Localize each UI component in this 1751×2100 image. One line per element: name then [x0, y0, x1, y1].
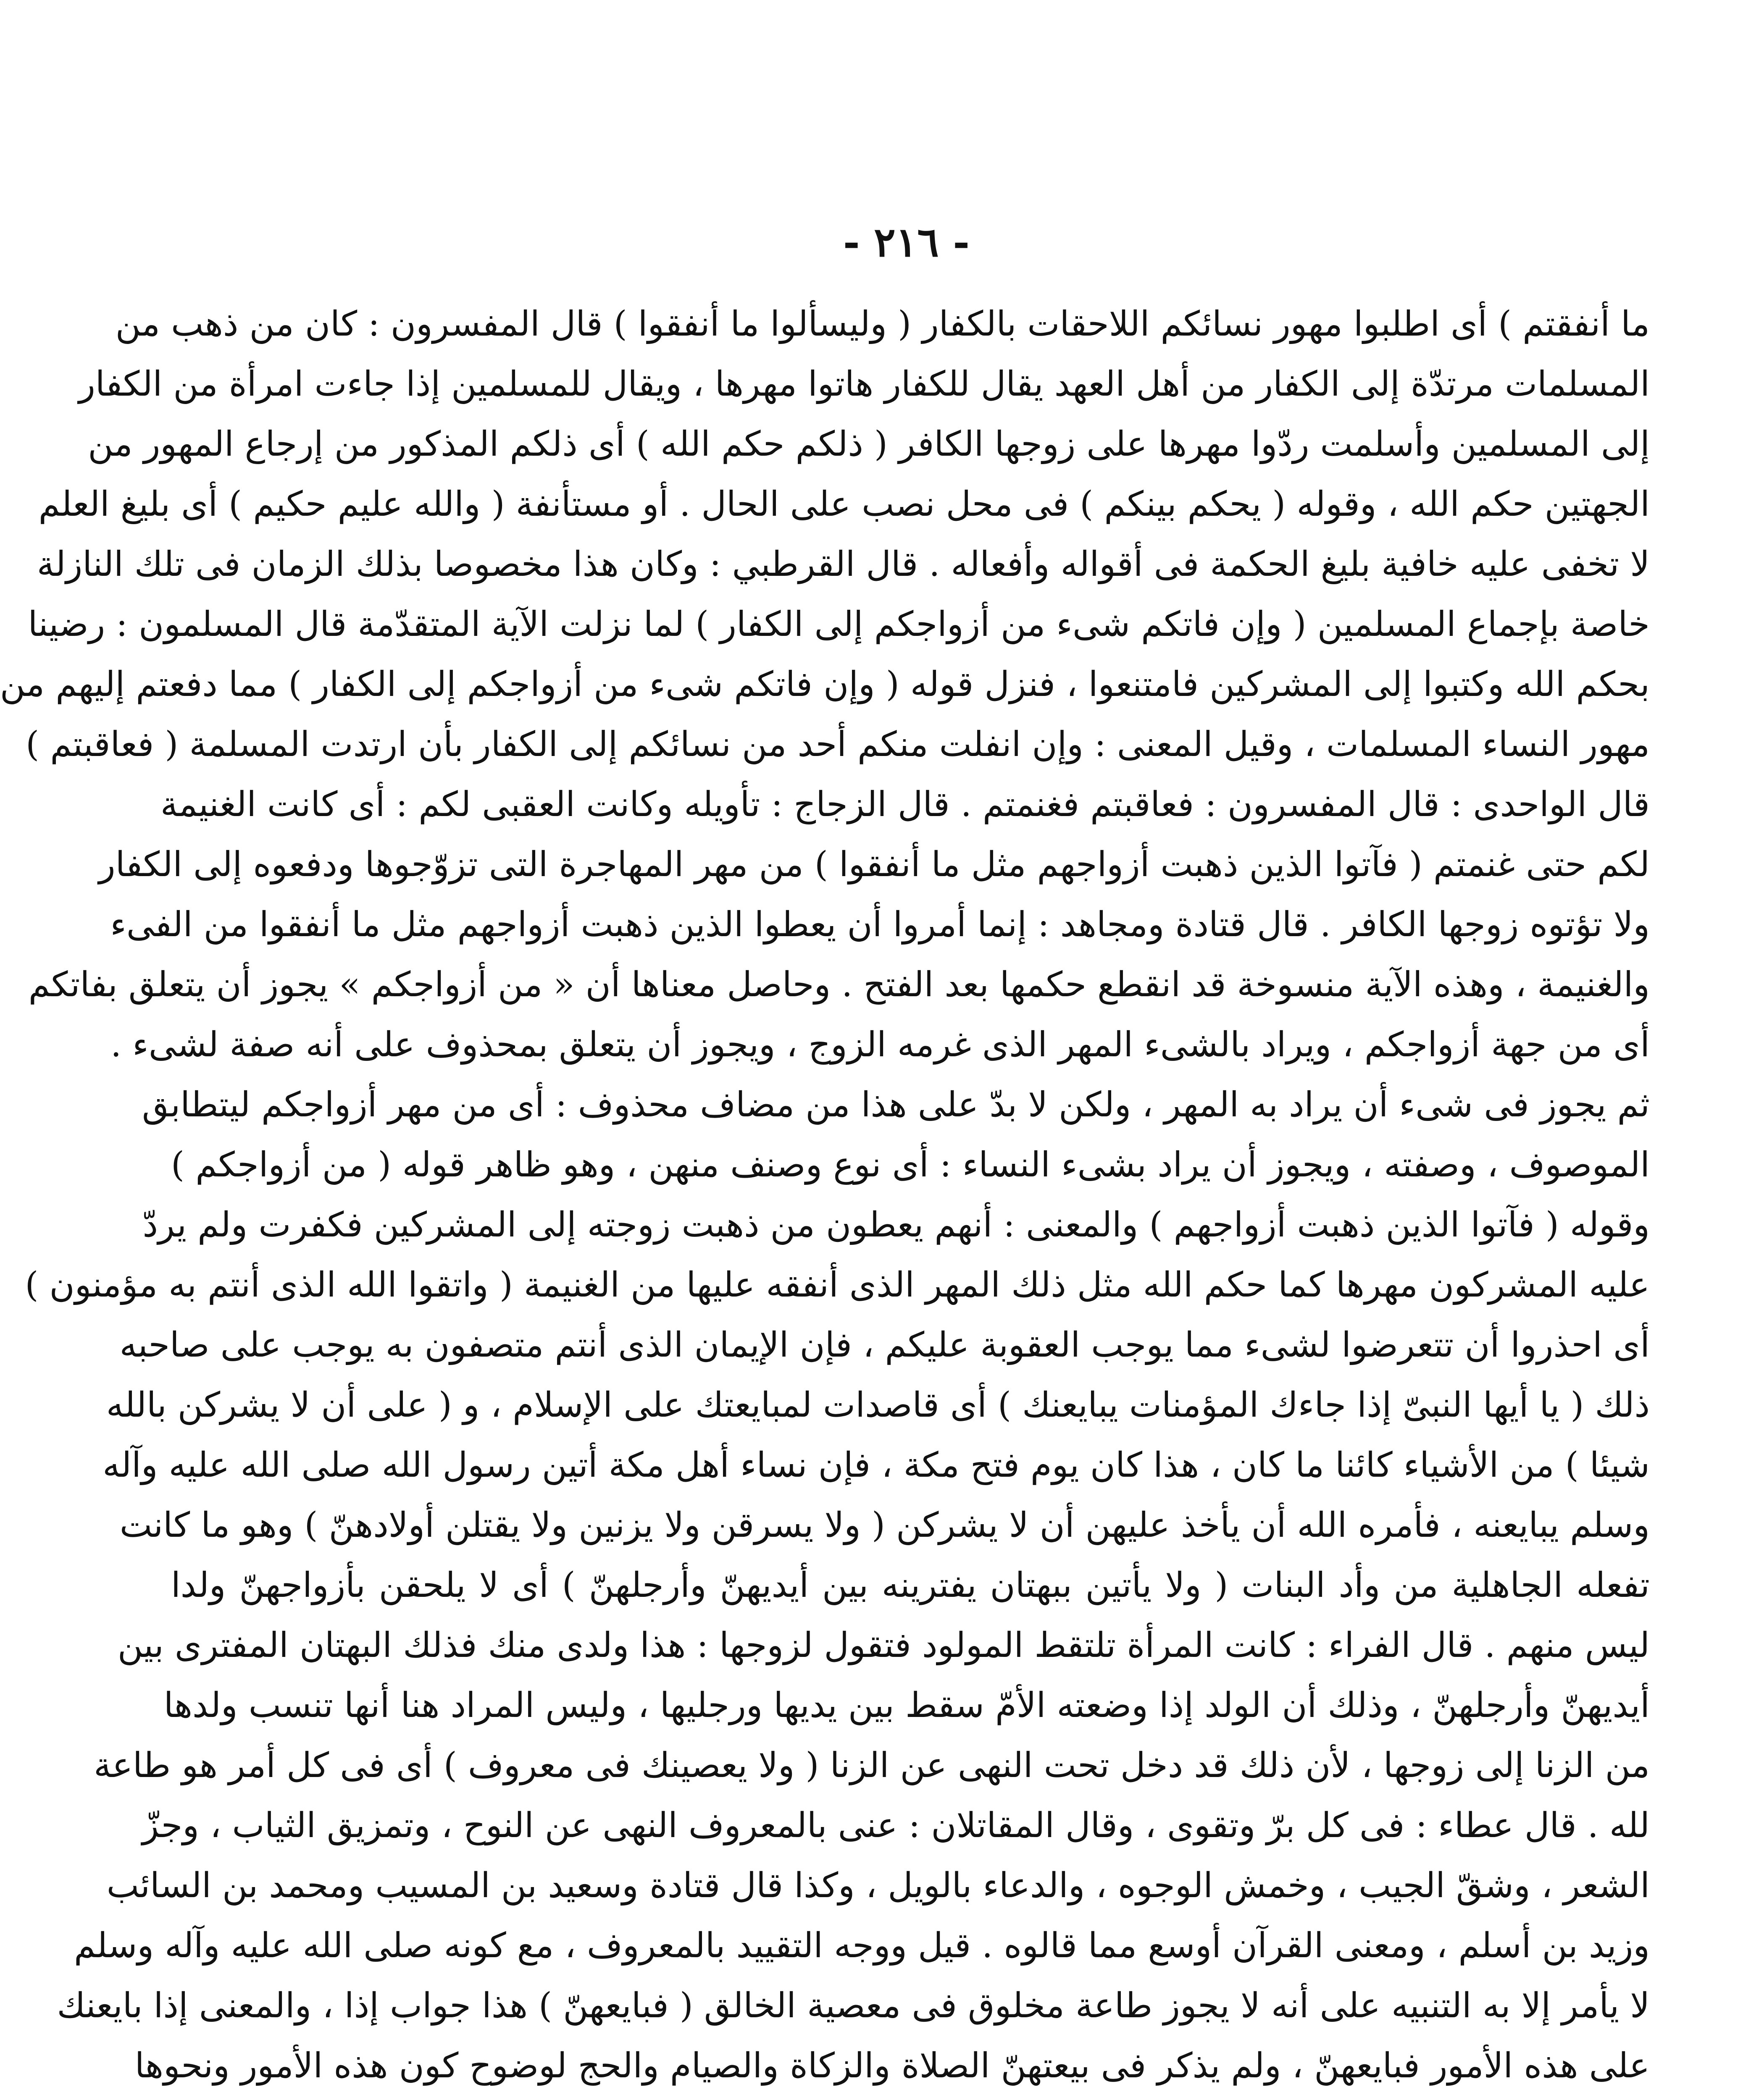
text-line: وسلم يبايعنه ، فأمره الله أن يأخذ عليهن أن لا يشركن ( ولا يسرقن ولا يزنين ولا يقتلن أولادهنّ ) وهو ما كانت	[119, 1505, 1650, 1545]
text-line: عليه المشركون مهرها كما حكم الله مثل ذلك المهر الذى أنفقه عليها من الغنيمة ( واتقوا الله الذى أنتم به مؤمنون )	[25, 1265, 1650, 1305]
text-line: من الزنا إلى زوجها ، لأن ذلك قد دخل تحت النهى عن الزنا ( ولا يعصينك فى معروف ) أى فى كل أمر هو طاعة	[94, 1746, 1650, 1785]
text-line: أيديهنّ وأرجلهنّ ، وذلك أن الولد إذا وضعته الأمّ سقط بين يديها ورجليها ، وليس المراد هنا أنها تنسب ولدها	[163, 1685, 1650, 1725]
text-line: أى من جهة أزواجكم ، ويراد بالشىء المهر الذى غرمه الزوج ، ويجوز أن يتعلق بمحذوف على أنه صفة لشىء .	[110, 1025, 1650, 1065]
text-line: وزيد بن أسلم ، ومعنى القرآن أوسع مما قالوه . قيل ووجه التقييد بالمعروف ، مع كونه صلى الله عليه وآله وسلم	[74, 1926, 1650, 1966]
text-line: ما أنفقتم ) أى اطلبوا مهور نسائكم اللاحقات بالكفار ( وليسألوا ما أنفقوا ) قال المفسرون : كان من ذهب من	[115, 304, 1650, 344]
text-line: الموصوف ، وصفته ، ويجوز أن يراد بشىء النساء : أى نوع وصنف منهن ، وهو ظاهر قوله ( من أزواجكم )	[171, 1145, 1650, 1185]
text-line: خاصة بإجماع المسلمين ( وإن فاتكم شىء من أزواجكم إلى الكفار ) لما نزلت الآية المتقدّمة قال المسلمون : رضينا	[28, 604, 1650, 644]
page-number: - ٢١٦ -	[843, 218, 970, 266]
text-line: ثم يجوز فى شىء أن يراد به المهر ، ولكن لا بدّ على هذا من مضاف محذوف : أى من مهر أزواجكم ليتطابق	[142, 1085, 1650, 1125]
text-line: شيئا ) من الأشياء كائنا ما كان ، هذا كان يوم فتح مكة ، فإن نساء أهل مكة أتين رسول الله صلى الله عليه وآله	[103, 1445, 1650, 1485]
text-line: والغنيمة ، وهذه الآية منسوخة قد انقطع حكمها بعد الفتح . وحاصل معناها أن « من أزواجكم » يجوز أن يتعلق بفاتكم	[28, 965, 1650, 1005]
page-body-text	[0, 294, 1650, 2100]
text-line: وقوله ( فآتوا الذين ذهبت أزواجهم ) والمعنى : أنهم يعطون من ذهبت زوجته إلى المشركين فكفرت ولم يردّ	[142, 1205, 1650, 1245]
text-line: تفعله الجاهلية من وأد البنات ( ولا يأتين ببهتان يفترينه بين أيديهنّ وأرجلهنّ ) أى لا يلحقن بأزواجهنّ ولدا	[171, 1565, 1650, 1605]
text-line: على هذه الأمور فبايعهنّ ، ولم يذكر فى بيعتهنّ الصلاة والزكاة والصيام والحج لوضوح كون هذه الأمور ونحوها	[134, 2046, 1650, 2086]
text-line: مهور النساء المسلمات ، وقيل المعنى : وإن انفلت منكم أحد من نسائكم إلى الكفار بأن ارتدت المسلمة ( فعاقبتم )	[26, 724, 1650, 764]
text-line: المسلمات مرتدّة إلى الكفار من أهل العهد يقال للكفار هاتوا مهرها ، ويقال للمسلمين إذا جاءت امرأة من الكفار	[79, 364, 1650, 404]
text-line: إلى المسلمين وأسلمت ردّوا مهرها على زوجها الكافر ( ذلكم حكم الله ) أى ذلكم المذكور من إرجاع المهور من	[88, 424, 1650, 464]
text-line: لا تخفى عليه خافية بليغ الحكمة فى أقواله وأفعاله . قال القرطبي : وكان هذا مخصوصا بذلك الزمان فى تلك النازلة	[37, 544, 1650, 584]
text-line: أى احذروا أن تتعرضوا لشىء مما يوجب العقوبة عليكم ، فإن الإيمان الذى أنتم متصفون به يوجب على صاحبه	[119, 1325, 1650, 1365]
text-line: الجهتين حكم الله ، وقوله ( يحكم بينكم ) فى محل نصب على الحال . أو مستأنفة ( والله عليم حكيم ) أى بليغ العلم	[38, 484, 1650, 524]
text-line: ليس منهم . قال الفراء : كانت المرأة تلتقط المولود فتقول لزوجها : هذا ولدى منك فذلك البهتان المفترى بين	[117, 1625, 1650, 1665]
text-line: بحكم الله وكتبوا إلى المشركين فامتنعوا ، فنزل قوله ( وإن فاتكم شىء من أزواجكم إلى الكفار ) مما دفعتم إليهم من	[0, 664, 1650, 704]
text-line: لكم حتى غنمتم ( فآتوا الذين ذهبت أزواجهم مثل ما أنفقوا ) من مهر المهاجرة التى تزوّجوها ودفعوه إلى الكفار	[98, 845, 1650, 885]
text-line: ذلك ( يا أيها النبىّ إذا جاءك المؤمنات يبايعنك ) أى قاصدات لمبايعتك على الإسلام ، و ( على أن لا يشركن بالله	[106, 1385, 1650, 1425]
text-line	[171, 2096, 1650, 2100]
text-line: لله . قال عطاء : فى كل برّ وتقوى ، وقال المقاتلان : عنى بالمعروف النهى عن النوح ، وتمزيق الثياب ، وجزّ	[142, 1806, 1650, 1845]
text-line: قال الواحدى : قال المفسرون : فعاقبتم فغنمتم . قال الزجاج : تأويله وكانت العقبى لكم : أى كانت الغنيمة	[160, 785, 1650, 824]
text-line: ولا تؤتوه زوجها الكافر . قال قتادة ومجاهد : إنما أمروا أن يعطوا الذين ذهبت أزواجهم مثل ما أنفقوا من الفىء	[110, 905, 1650, 945]
text-line: الشعر ، وشقّ الجيب ، وخمش الوجوه ، والدعاء بالويل ، وكذا قال قتادة وسعيد بن المسيب ومحمد بن السائب	[106, 1866, 1650, 1906]
text-line: لا يأمر إلا به التنبيه على أنه لا يجوز طاعة مخلوق فى معصية الخالق ( فبايعهنّ ) هذا جواب إذا ، والمعنى إذا بايعنك	[57, 1986, 1650, 2026]
